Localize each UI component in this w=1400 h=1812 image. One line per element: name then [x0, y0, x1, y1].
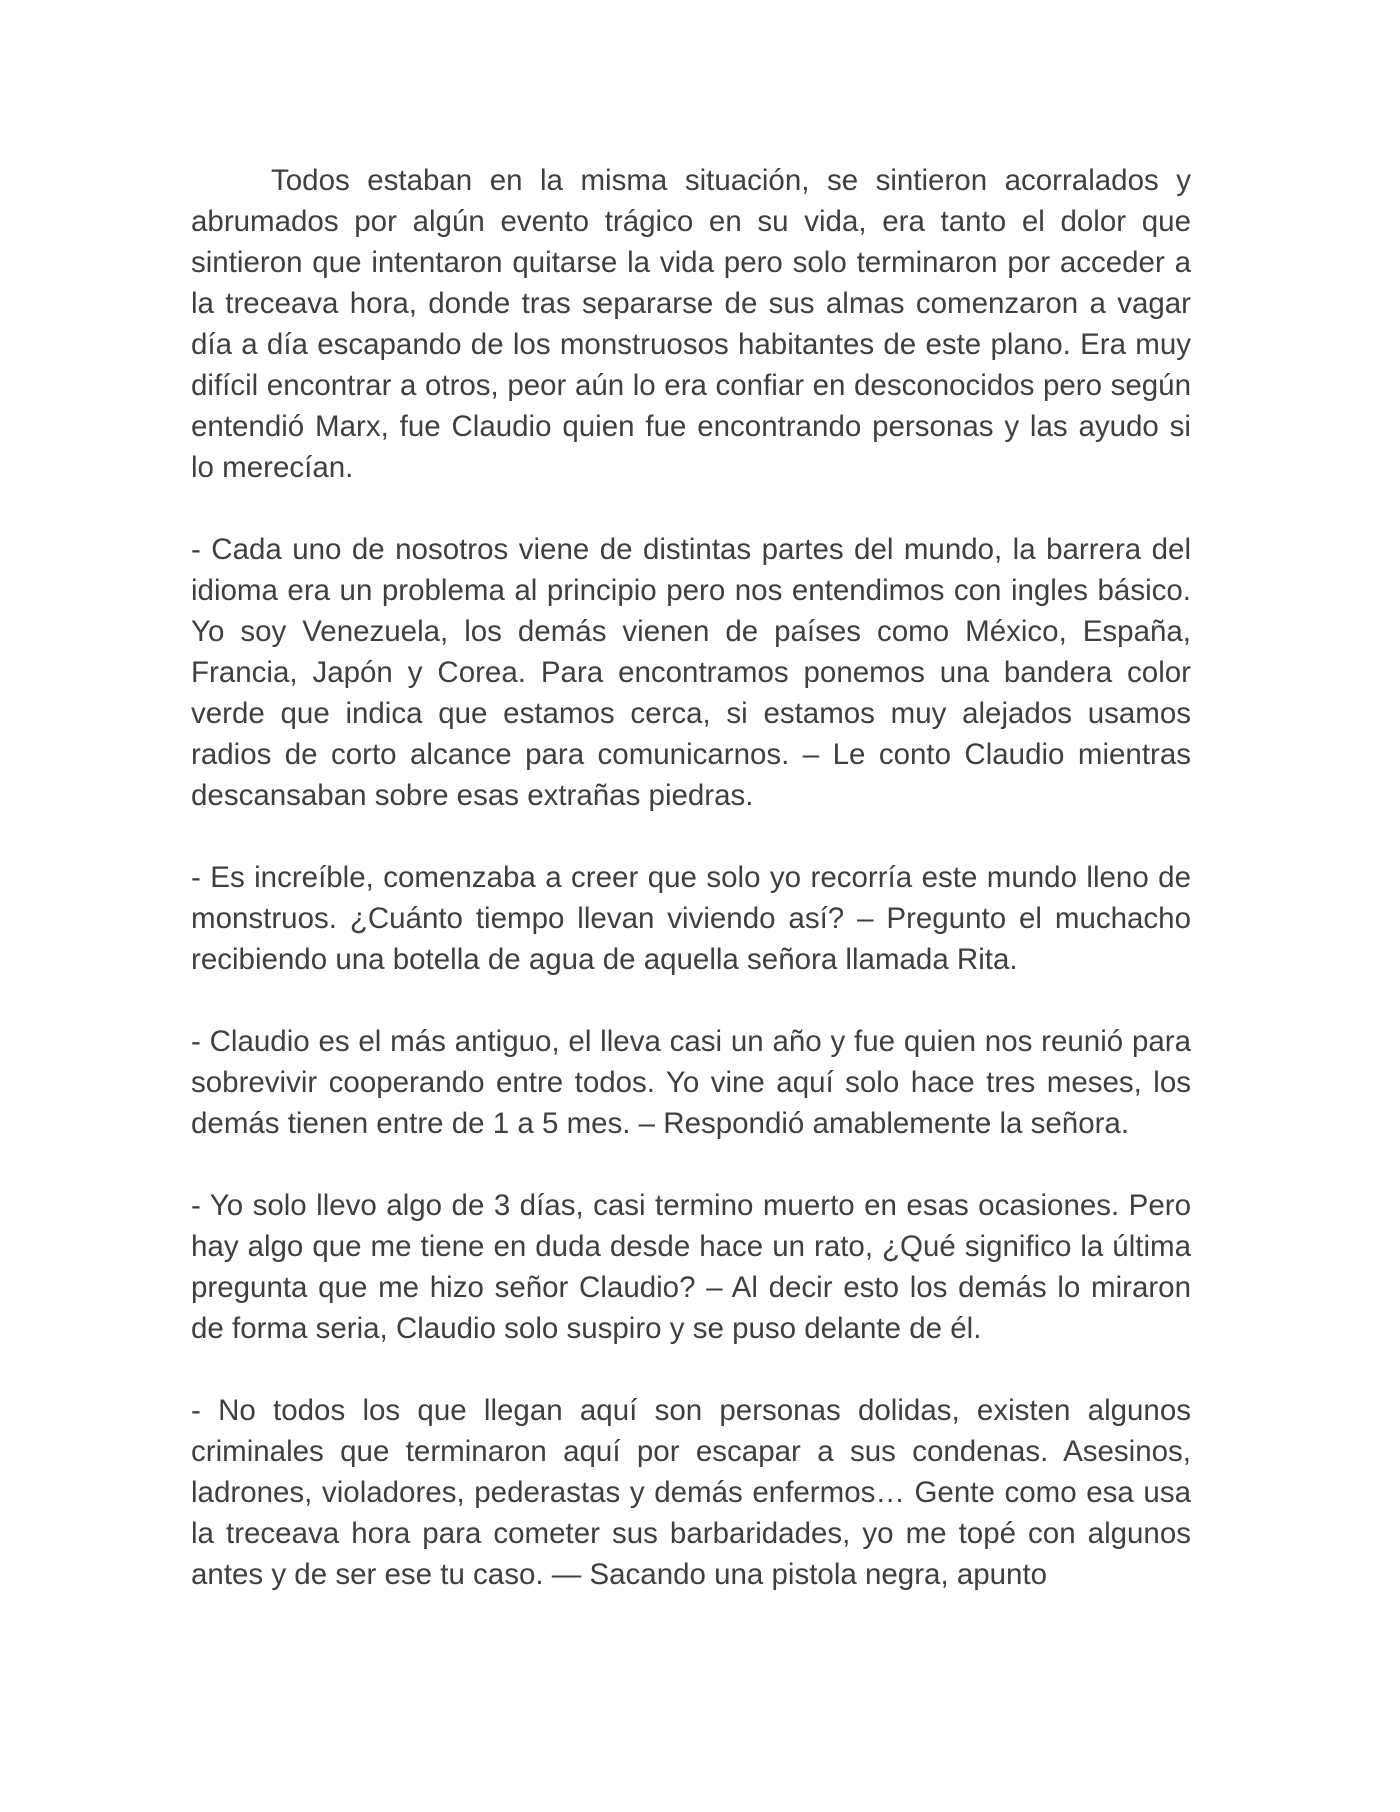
paragraph-dialogue-marx-question: - Yo solo llevo algo de 3 días, casi termino muerto en esas ocasiones. Pero hay algo que me tiene en duda desde hace un rato, ¿Qué significo la última pregunta que me hizo señor Claudio? – Al decir esto los demás lo miraron de forma seria, Claudio solo suspiro y se puso delante de él. [191, 1189, 1191, 1345]
paragraph-dialogue-claudio: - Cada uno de nosotros viene de distintas partes del mundo, la barrera del idioma era un problema al principio pero nos entendimos con ingles básico. Yo soy Venezuela, los demás vienen de países como México, España, Francia, Japón y Corea. Para encontramos ponemos una bandera color verde que indica que estamos cerca, si estamos muy alejados usamos radios de corto alcance para comunicarnos. – Le conto Claudio mientras descansaban sobre esas extrañas piedras. [191, 533, 1191, 812]
paragraph-dialogue-rita: - Claudio es el más antiguo, el lleva casi un año y fue quien nos reunió para sobrevivir cooperando entre todos. Yo vine aquí solo hace tres meses, los demás tienen entre de 1 a 5 mes. – Respondió amablemente la señora. [191, 1025, 1191, 1140]
paragraph-narration: Todos estaban en la misma situación, se sintieron acorralados y abrumados por algún evento trágico en su vida, era tanto el dolor que sintieron que intentaron quitarse la vida pero solo terminaron por acceder a la treceava hora, donde tras separarse de sus almas comenzaron a vagar día a día escapando de los monstruosos habitantes de este plano. Era muy difícil encontrar a otros, peor aún lo era confiar en desconocidos pero según entendió Marx, fue Claudio quien fue encontrando personas y las ayudo si lo merecían. [191, 164, 1191, 484]
paragraph-dialogue-claudio-warning: - No todos los que llegan aquí son personas dolidas, existen algunos criminales que terminaron aquí por escapar a sus condenas. Asesinos, ladrones, violadores, pederastas y demás enfermos… Gente como esa usa la treceava hora para cometer sus barbaridades, yo me topé con algunos antes y de ser ese tu caso. — Sacando una pistola negra, apunto [191, 1394, 1191, 1591]
paragraph-dialogue-marx: - Es increíble, comenzaba a creer que solo yo recorría este mundo lleno de monstruos. ¿Cuánto tiempo llevan viviendo así? – Pregunto el muchacho recibiendo una botella de agua de aquella señora llamada Rita. [191, 861, 1191, 976]
body-text [191, 160, 1191, 1595]
